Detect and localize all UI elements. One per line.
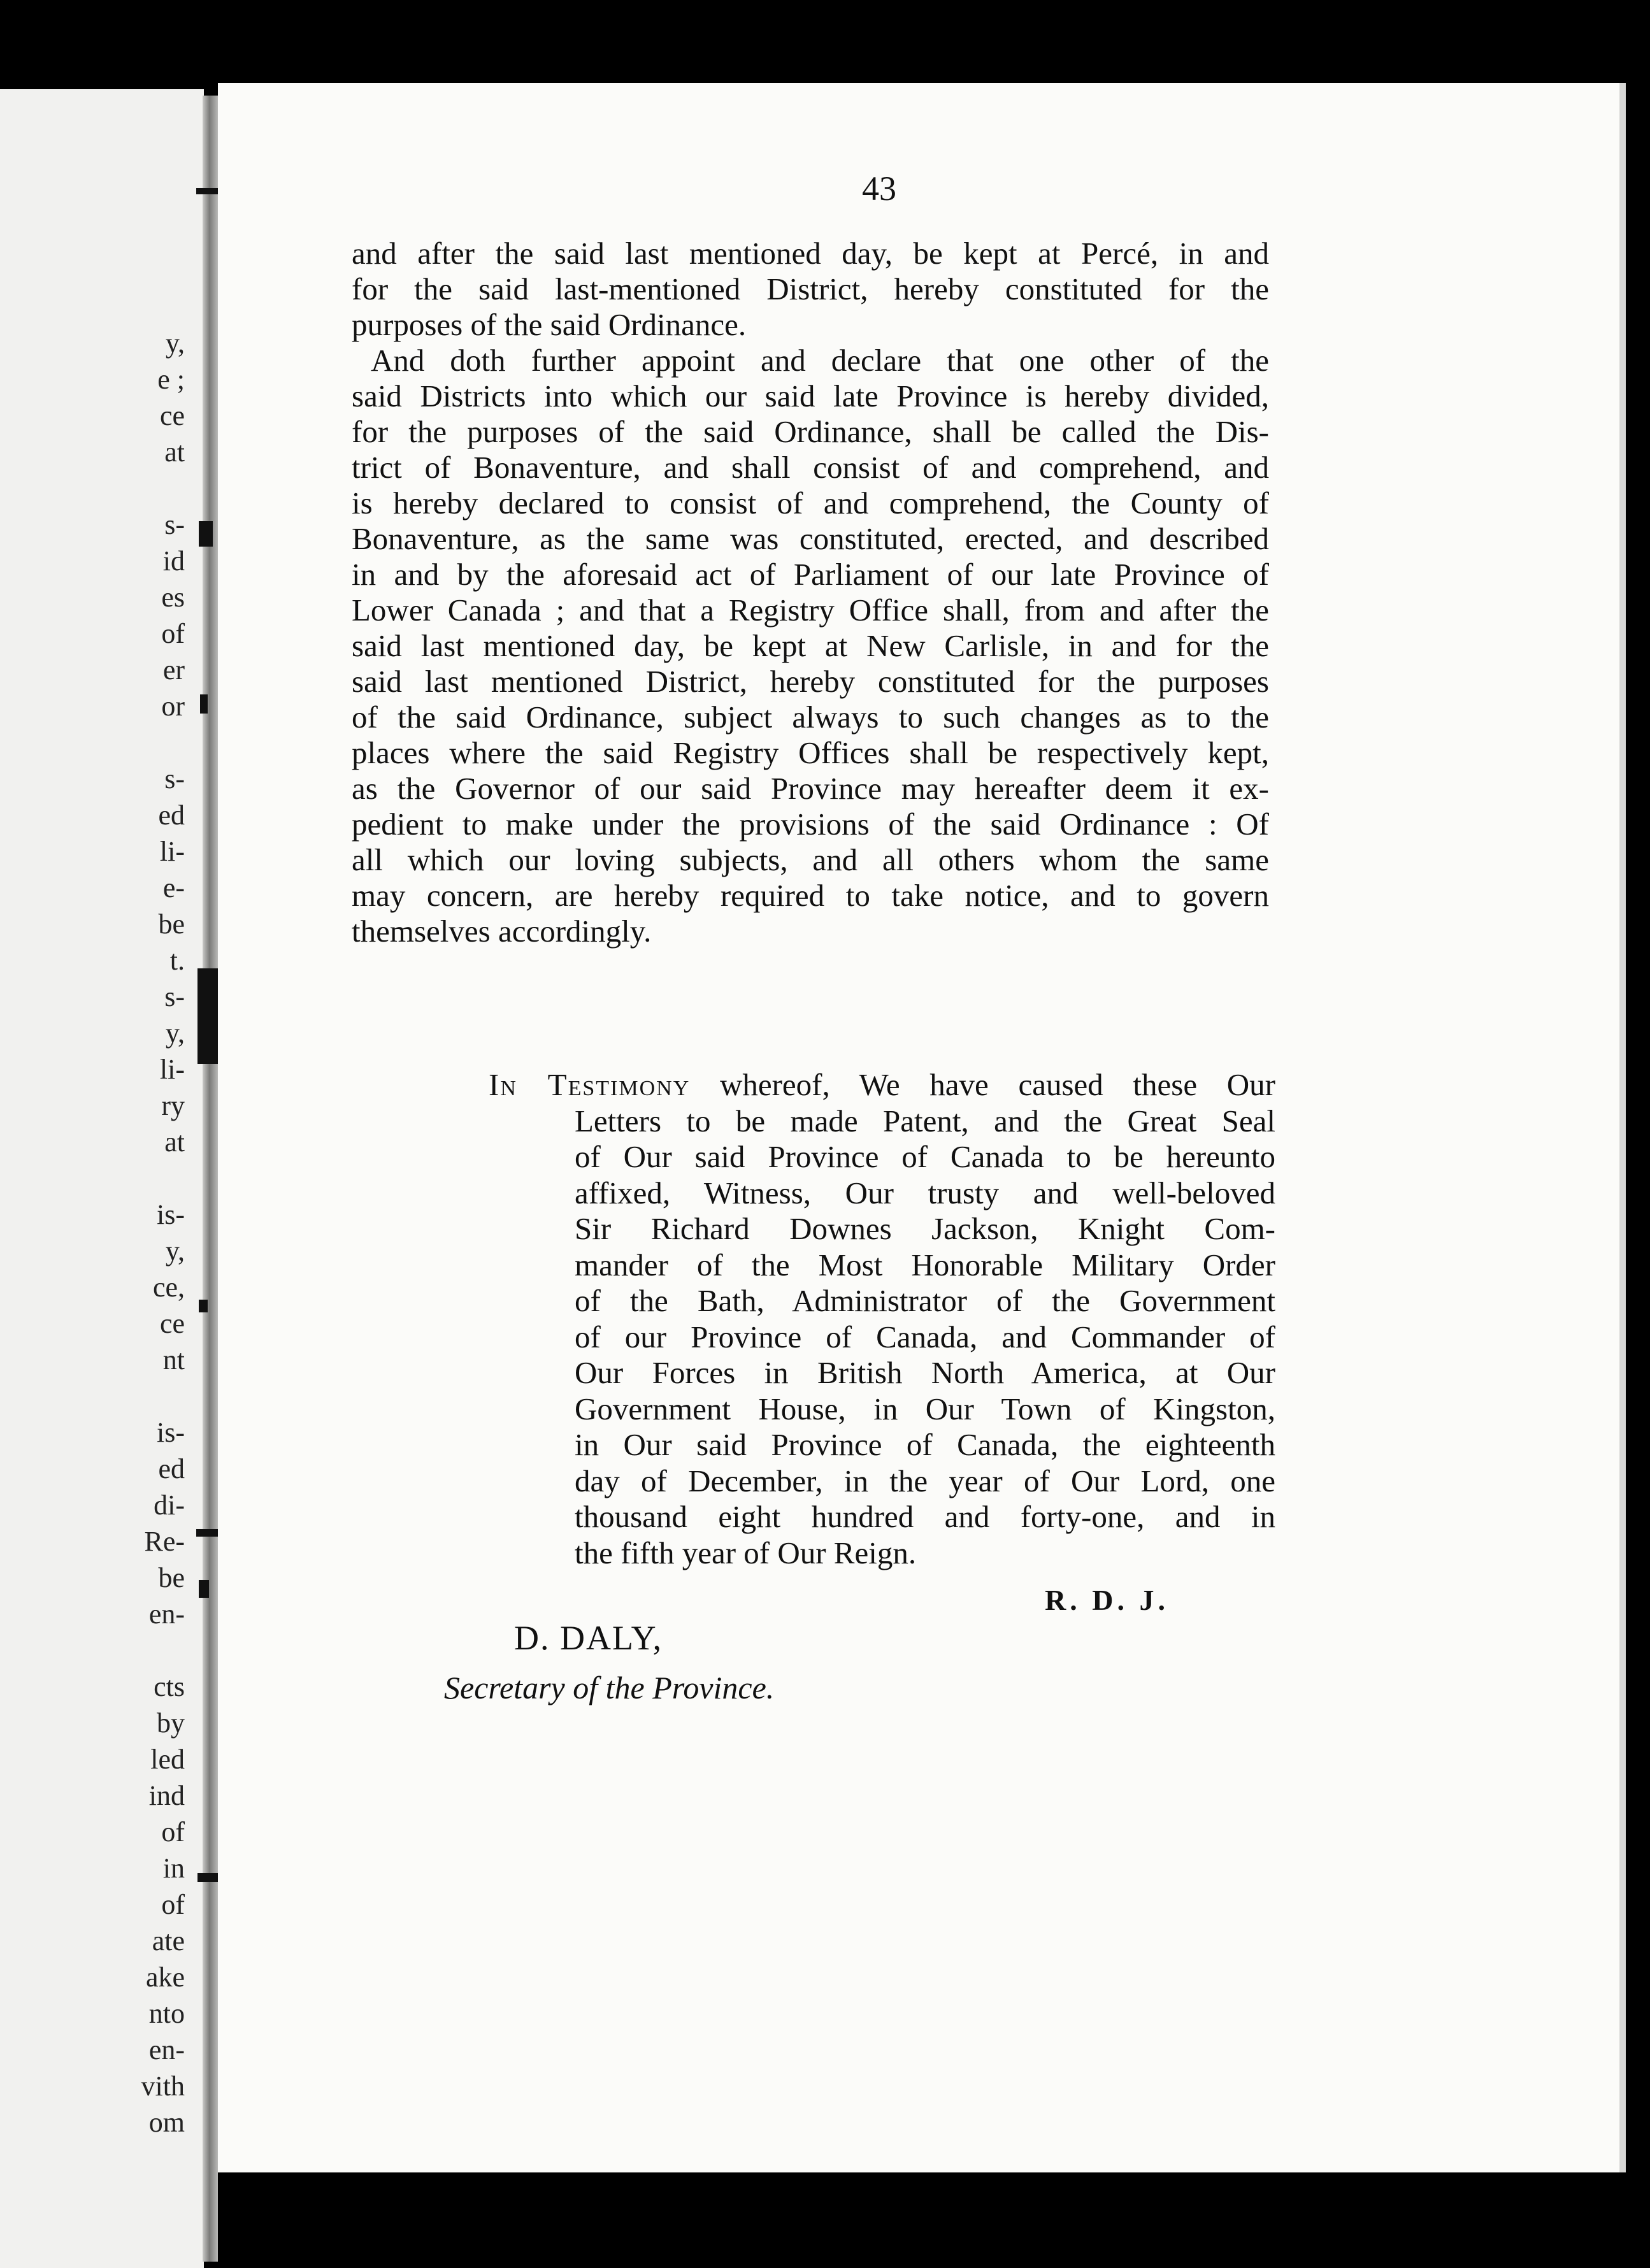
facing-page-fragment	[0, 1378, 185, 1414]
facing-page-fragment: is-	[157, 1417, 185, 1448]
facing-page-fragment	[0, 724, 185, 761]
text-line: pedient to make under the provisions of the said Ordinance : Of	[352, 807, 1269, 842]
binding-mark	[197, 1873, 219, 1882]
facing-page-fragment: led	[150, 1744, 185, 1775]
facing-page-fragment: cts	[154, 1671, 185, 1702]
facing-page-fragment: t.	[169, 945, 185, 976]
testimony-line: of our Province of Canada, and Commander of	[575, 1319, 1275, 1354]
facing-page-fragment: id	[162, 545, 185, 577]
facing-page-fragment: by	[157, 1707, 185, 1739]
text-line: said Districts into which our said late Province is hereby divided,	[352, 378, 1269, 413]
text-line: trict of Bonaventure, and shall consist of and comprehend, and	[352, 450, 1269, 485]
facing-page-fragment: of	[161, 618, 185, 649]
facing-page-fragment: ate	[152, 1925, 185, 1956]
facing-page-fragment	[0, 1632, 185, 1669]
testimony-line: of the Bath, Administrator of the Government	[575, 1283, 1275, 1318]
testimony-line	[489, 1067, 1275, 1103]
body-paragraphs	[352, 236, 1269, 949]
testimony-line: mander of the Most Honorable Military Order	[575, 1247, 1275, 1282]
facing-page-fragment: y,	[165, 1235, 185, 1267]
testimony-line: thousand eight hundred and forty-one, and in	[575, 1499, 1275, 1534]
facing-page-fragment: nt	[162, 1344, 185, 1375]
facing-page-fragment: of	[161, 1816, 185, 1848]
facing-page-fragment: at	[164, 1126, 185, 1158]
facing-page-fragment: s-	[164, 763, 185, 794]
testimony-line: affixed, Witness, Our trusty and well-beloved	[575, 1175, 1275, 1210]
text-line: themselves accordingly.	[352, 914, 652, 949]
facing-page-fragment: be	[158, 1562, 185, 1593]
facing-page-fragment: ce	[159, 400, 185, 431]
facing-page-fragment: nto	[148, 1998, 185, 2029]
text-line: said last mentioned District, hereby constituted for the purposes	[352, 664, 1269, 699]
facing-page	[0, 89, 204, 2268]
facing-page-fragment: en-	[148, 1598, 185, 1630]
binding-mark	[199, 1300, 208, 1312]
text-line: and after the said last mentioned day, be kept at Percé, in and	[352, 236, 1269, 271]
binding-mark	[196, 188, 218, 194]
text-line: as the Governor of our said Province may hereafter deem it ex-	[352, 771, 1269, 806]
text-line: purposes of the said Ordinance.	[352, 307, 747, 342]
facing-page-fragment	[0, 1160, 185, 1196]
facing-page-fragment: is-	[157, 1199, 185, 1230]
testimony-line: Our Forces in British North America, at Our	[575, 1355, 1275, 1390]
facing-page-fragment: e-	[162, 872, 185, 903]
facing-page-fragment: vith	[141, 2071, 185, 2102]
text-line: places where the said Registry Offices shall be respectively kept,	[352, 735, 1269, 770]
facing-page-fragment: er	[162, 654, 185, 685]
testimony-line: Sir Richard Downes Jackson, Knight Com-	[575, 1211, 1275, 1246]
text-line: for the said last-mentioned District, hereby constituted for the	[352, 271, 1269, 306]
facing-page-fragment: s-	[164, 509, 185, 540]
facing-page-fragment: y,	[165, 327, 185, 359]
testimony-line: Letters to be made Patent, and the Great Seal	[575, 1103, 1275, 1138]
signer-office: Secretary of the Province.	[444, 1670, 775, 1705]
facing-page-fragment: li-	[159, 836, 185, 867]
binding-mark	[199, 521, 213, 547]
signer-name: D. DALY,	[514, 1619, 663, 1657]
facing-page-fragment: e ;	[157, 364, 185, 395]
document-page	[218, 83, 1619, 2172]
facing-page-fragment: ry	[161, 1090, 185, 1121]
text-line: of the said Ordinance, subject always to such changes as to the	[352, 700, 1269, 735]
text-line: said last mentioned day, be kept at New Carlisle, in and for the	[352, 628, 1269, 663]
facing-page-fragment: ind	[148, 1780, 185, 1811]
facing-page-fragment: om	[148, 2107, 185, 2138]
facing-page-fragment: Re-	[144, 1526, 185, 1557]
facing-page-fragment: y,	[165, 1017, 185, 1049]
facing-page-fragment: li-	[159, 1054, 185, 1085]
text-line: is hereby declared to consist of and comprehend, the County of	[352, 485, 1269, 520]
book-gutter	[203, 96, 218, 2262]
testimony-clause	[489, 1067, 1275, 1571]
facing-page-text	[0, 325, 185, 2141]
testimony-line: in Our said Province of Canada, the eighteenth	[575, 1427, 1275, 1462]
facing-page-fragment: ce,	[152, 1272, 185, 1303]
facing-page-fragment: of	[161, 1889, 185, 1920]
text-line: for the purposes of the said Ordinance, shall be called the Dis-	[352, 414, 1269, 449]
page-number: 43	[862, 169, 896, 208]
facing-page-fragment: es	[161, 582, 185, 613]
facing-page-fragment: ce	[159, 1308, 185, 1339]
testimony-lead: In Testimony	[489, 1067, 691, 1102]
binding-mark	[199, 1580, 209, 1598]
binding-mark	[200, 694, 208, 714]
facing-page-fragment: s-	[164, 981, 185, 1012]
text-line: Bonaventure, as the same was constituted, erected, and described	[352, 521, 1269, 556]
testimony-line: Government House, in Our Town of Kingston,	[575, 1391, 1275, 1426]
facing-page-fragment: ed	[158, 1453, 185, 1484]
text-line: all which our loving subjects, and all others whom the same	[352, 842, 1269, 877]
facing-page-fragment: di-	[154, 1489, 185, 1521]
text-line: in and by the aforesaid act of Parliament of our late Province of	[352, 557, 1269, 592]
text-line: Lower Canada ; and that a Registry Office shall, from and after the	[352, 592, 1269, 628]
facing-page-fragment: be	[158, 908, 185, 940]
signature-initials: R. D. J.	[1045, 1584, 1169, 1616]
facing-page-fragment: ed	[158, 800, 185, 831]
testimony-text: whereof, We have caused these Our	[690, 1067, 1276, 1102]
facing-page-fragment: ake	[145, 1962, 185, 1993]
testimony-line: day of December, in the year of Our Lord, one	[575, 1463, 1275, 1498]
text-line: And doth further appoint and declare that one other of the	[371, 343, 1269, 378]
facing-page-fragment: at	[164, 436, 185, 468]
testimony-line: the fifth year of Our Reign.	[575, 1535, 917, 1570]
facing-page-fragment: in	[162, 1853, 185, 1884]
testimony-line: of Our said Province of Canada to be hereunto	[575, 1139, 1275, 1174]
text-line: may concern, are hereby required to take notice, and to govern	[352, 878, 1269, 913]
facing-page-fragment	[0, 470, 185, 506]
facing-page-fragment: en-	[148, 2034, 185, 2065]
facing-page-fragment: or	[161, 691, 185, 722]
